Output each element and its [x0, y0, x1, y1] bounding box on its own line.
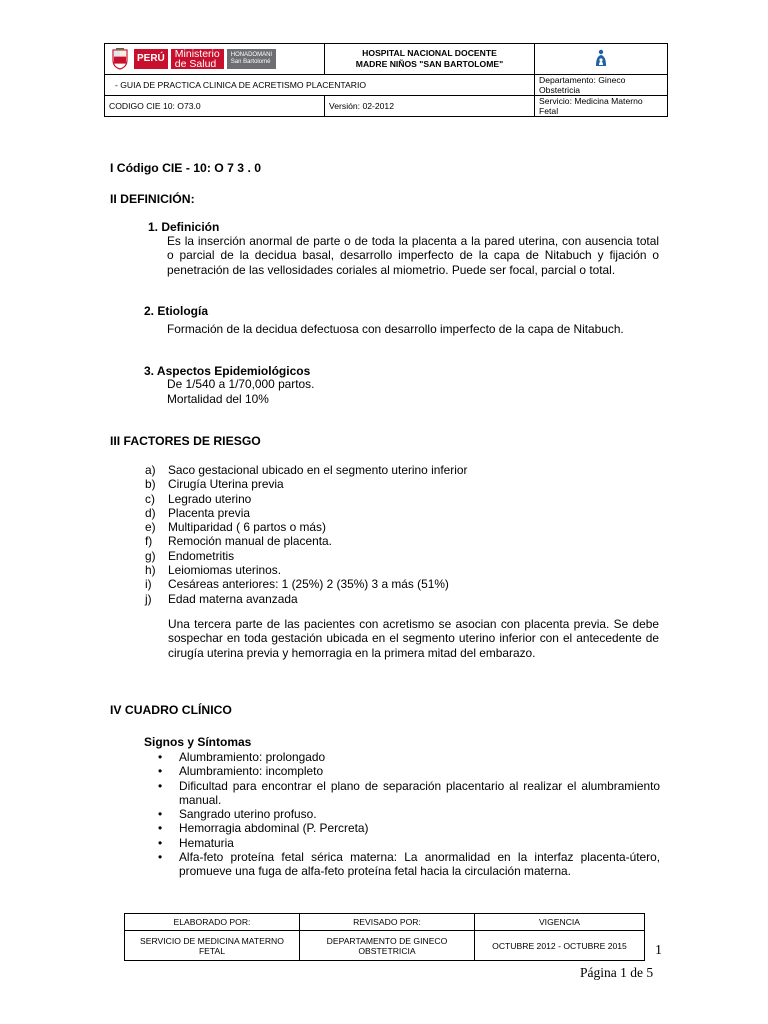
vigencia-value: OCTUBRE 2012 - OCTUBRE 2015 [475, 931, 645, 961]
list-item: • Alfa-feto proteína fetal sérica materna: La anormalidad en la interfaz placenta-útero, promueve una fuga de alfa-feto proteína fetal hacia la circulación materna. [158, 850, 660, 879]
page-of-label: Página 1 de 5 [580, 965, 654, 980]
definition-text: Es la inserción anormal de parte o de toda la placenta a la pared uterina, con ausencia total o parcial de la decidua basal, desarrollo imperfecto de la capa de Nitabuch y fijación o penetración de las vellosidades coriales al miometrio. Puede ser focal, parcial o total. [167, 234, 659, 277]
mother-child-logo-icon [594, 59, 608, 69]
elaborado-value: SERVICIO DE MEDICINA MATERNO FETAL [125, 931, 300, 961]
header-table [104, 43, 668, 117]
coat-of-arms-icon [109, 48, 131, 70]
revisado-value: DEPARTAMENTO DE GINECO OBSTETRICIA [300, 931, 475, 961]
list-item: d) Placenta previa [145, 505, 250, 520]
vigencia-header: VIGENCIA [475, 914, 645, 931]
list-item: • Hematuria [158, 835, 234, 850]
epidemiology-line-2: Mortalidad del 10% [167, 392, 269, 406]
list-item: f) Remoción manual de placenta. [145, 534, 332, 549]
list-item: i) Cesáreas anteriores: 1 (25%) 2 (35%) 3 a más (51%) [145, 577, 449, 592]
etiology-text: Formación de la decidua defectuosa con desarrollo imperfecto de la capa de Nitabuch. [167, 322, 624, 336]
page-number: 1 [655, 943, 662, 958]
list-item: c) Legrado uterino [145, 491, 252, 506]
codigo-cie-label: CODIGO CIE 10: O73.0 [105, 96, 325, 117]
elaborado-header: ELABORADO POR: [125, 914, 300, 931]
departamento-label: Departamento: Gineco Obstetricia [535, 75, 668, 96]
bullet-icon: • [158, 750, 163, 764]
epidemiology-line-1: De 1/540 a 1/70,000 partos. [167, 377, 315, 391]
bullet-icon: • [158, 821, 163, 836]
servicio-label: Servicio: Medicina Materno Fetal [535, 96, 668, 117]
list-item: b) Cirugía Uterina previa [145, 477, 284, 492]
definition-subtitle: 1. Definición [148, 220, 220, 234]
etiology-subtitle: 2. Etiología [144, 304, 209, 318]
bullet-icon: • [158, 835, 163, 850]
list-item: h) Leiomiomas uterinos. [145, 563, 282, 578]
section-3-title: III FACTORES DE RIESGO [110, 434, 261, 448]
honadomani-logo: HONADOMANI San Bartolomé [227, 49, 276, 69]
bullet-icon: • [158, 778, 163, 793]
version-label: Versión: 02-2012 [325, 96, 535, 117]
list-item: g) Endometritis [145, 548, 235, 563]
section-4-title: IV CUADRO CLÍNICO [110, 703, 232, 717]
list-item: e) Multiparidad ( 6 partos o más) [145, 520, 326, 535]
list-item: • Hemorragia abdominal (P. Percreta) [158, 821, 369, 836]
epidemiology-subtitle: 3. Aspectos Epidemiológicos [144, 364, 311, 378]
section-2-title: II DEFINICIÓN: [110, 192, 195, 206]
header-logo-cell [105, 44, 325, 75]
risk-factor-list [145, 463, 467, 606]
section-1-title: I Código CIE - 10: O 7 3 . 0 [110, 161, 262, 175]
revisado-header: REVISADO POR: [300, 914, 475, 931]
list-item: • Alumbramiento: incompleto [158, 764, 324, 779]
guide-title: - GUIA DE PRACTICA CLINICA DE ACRETISMO PLACENTARIO [105, 75, 535, 96]
bullet-icon: • [158, 764, 163, 779]
risk-paragraph: Una tercera parte de las pacientes con acretismo se asocian con placenta previa. Se debe sospechar en toda gestación ubicada en el segmento uterino inferior con el antecedente de cirugía uterina previa y hemorragia en la primera mitad del embarazo. [168, 617, 659, 660]
hospital-name: HOSPITAL NACIONAL DOCENTE MADRE NIÑOS "SAN BARTOLOME" [325, 44, 535, 75]
signs-list [158, 750, 660, 879]
list-item: • Dificultad para encontrar el plano de separación placentario al realizar el alumbramiento manual. [158, 778, 660, 807]
signs-subtitle: Signos y Síntomas [144, 735, 252, 749]
list-item: • Sangrado uterino profuso. [158, 807, 317, 822]
bullet-icon: • [158, 807, 163, 822]
list-item: j) Edad materna avanzada [145, 591, 298, 606]
ministerio-logo: Ministerio de Salud [171, 49, 224, 69]
list-item: • Alumbramiento: prolongado [158, 750, 326, 764]
footer-table [124, 913, 645, 961]
hospital-logo-cell [535, 44, 668, 75]
peru-logo: PERÚ [134, 49, 168, 69]
list-item: a) Saco gestacional ubicado en el segmento uterino inferior [145, 463, 468, 477]
bullet-icon: • [158, 850, 163, 865]
